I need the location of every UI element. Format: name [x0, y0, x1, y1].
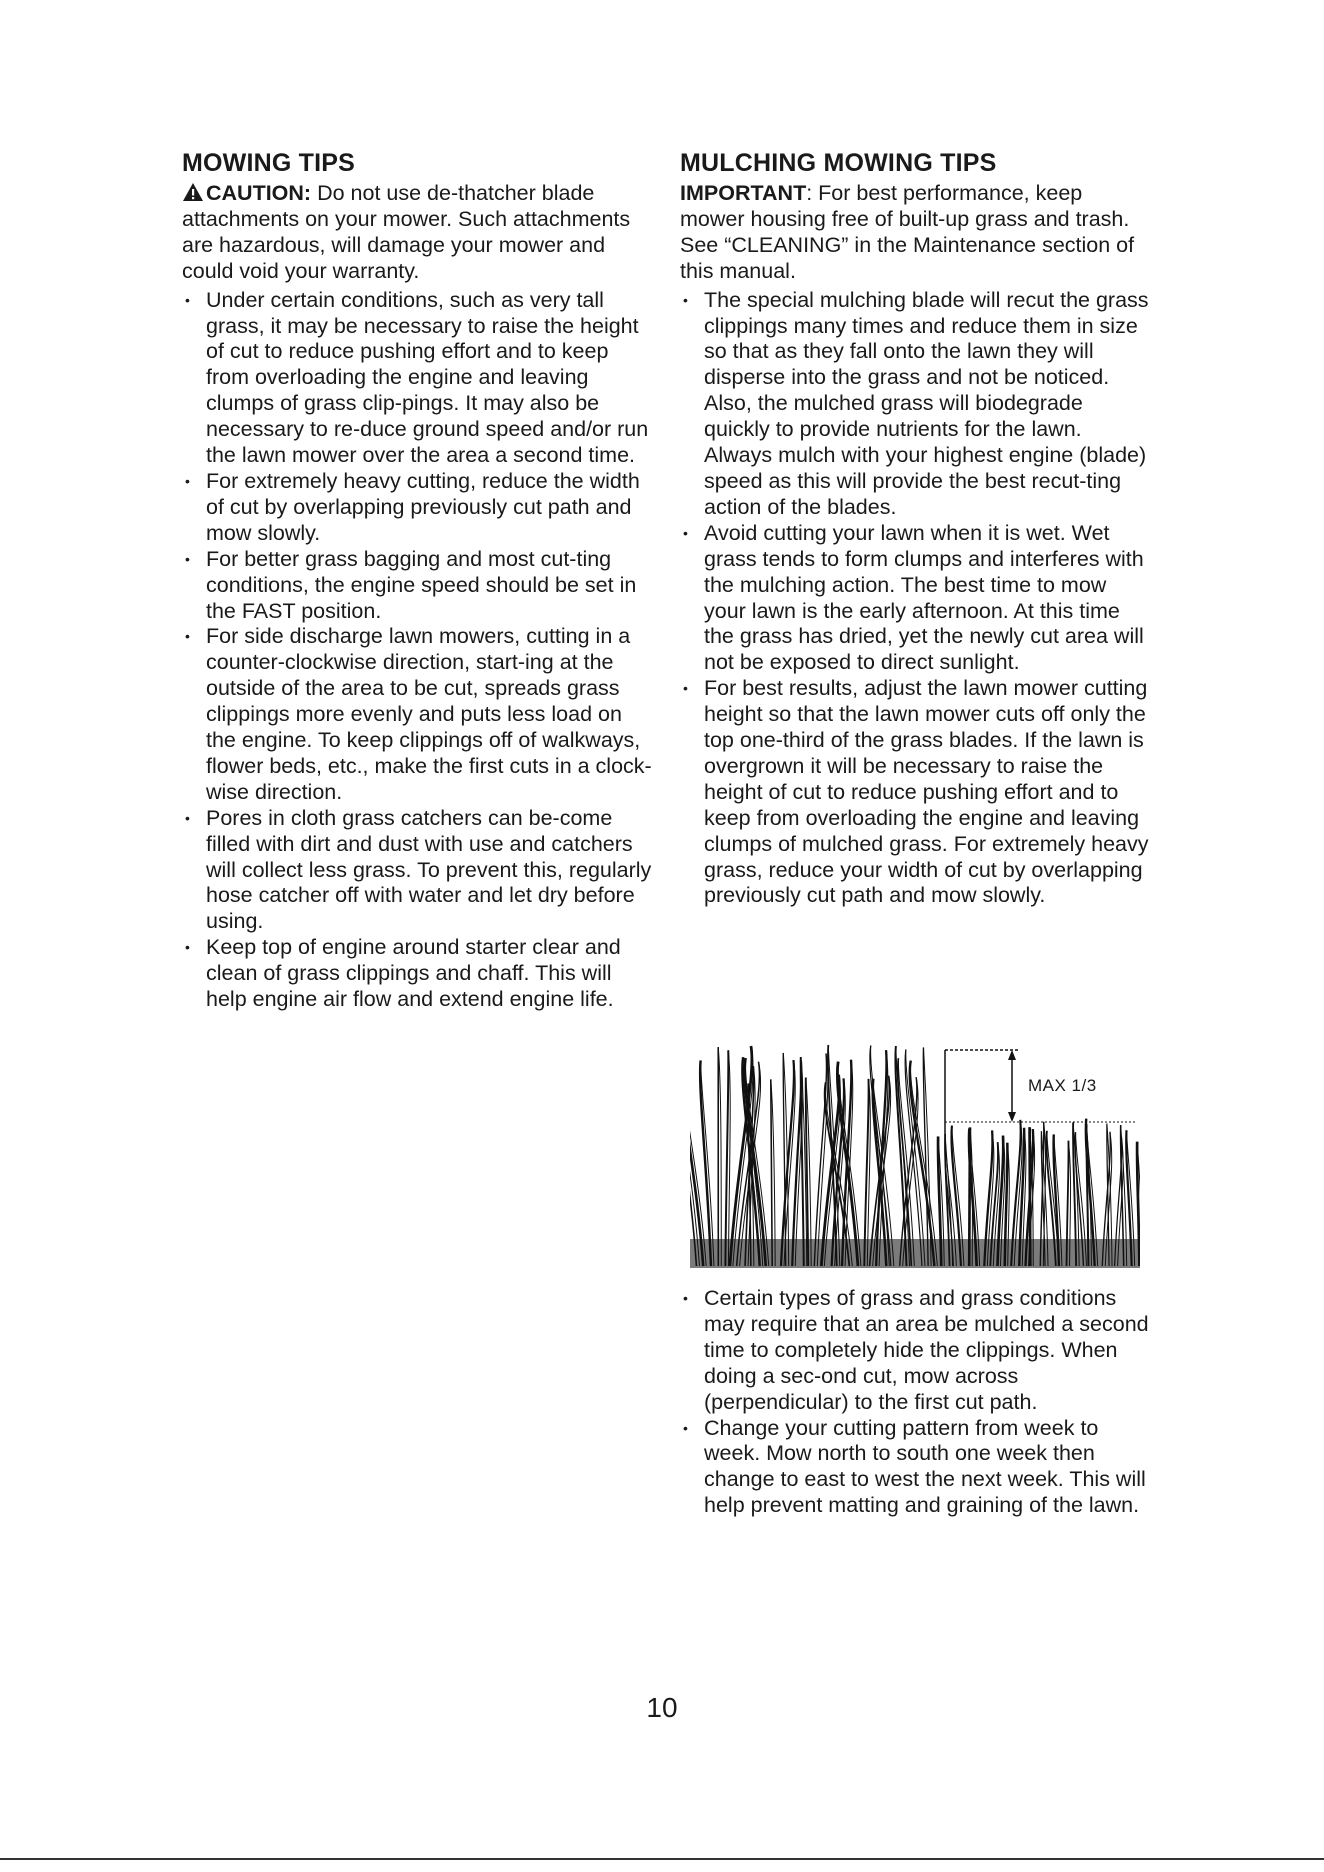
caution-label: CAUTION: — [206, 181, 312, 205]
mulching-tips-column — [680, 148, 1150, 909]
list-item: • Change your cutting pattern from week to week. Mow north to south one week then change to east to west the next week. This will help prevent matting and graining of the lawn. — [680, 1416, 1150, 1520]
bottom-divider — [0, 1858, 1324, 1860]
mowing-tips-heading: MOWING TIPS — [182, 149, 356, 177]
caution-text: Do not use de-thatcher blade attachments on your mower. Such attachments are hazardous, will damage your mower and could void your warranty. — [182, 181, 631, 283]
mowing-tips-list — [182, 288, 652, 1013]
list-item: • Keep top of engine around starter clear and clean of grass clippings and chaff. This will help engine air flow and extend engine life. — [182, 935, 652, 1013]
list-item: • For side discharge lawn mowers, cutting in a counter-clockwise direction, start-ing at the outside of the area to be cut, spreads grass clippings more evenly and puts less load on the engine. To keep clippings off of walkways, flower beds, etc., make the first cuts in a clock-wise direction. — [182, 624, 652, 805]
list-item: • Certain types of grass and grass conditions may require that an area be mulched a second time to completely hide the clippings. When doing a sec-ond cut, mow across (perpendicular) to the first cut path. — [680, 1286, 1150, 1416]
grass-blades-drawing — [690, 1040, 1140, 1268]
list-item: • For better grass bagging and most cut-ting conditions, the engine speed should be set in the FAST position. — [182, 547, 652, 625]
important-paragraph — [680, 181, 1150, 285]
mulching-tips-list — [680, 288, 1150, 910]
max-one-third-label: MAX 1/3 — [1028, 1076, 1097, 1095]
grass-height-illustration — [690, 1040, 1140, 1268]
list-item: • The special mulching blade will recut the grass clippings many times and reduce them in size so that as they fall onto the lawn they will disperse into the grass and not be noticed. Also, the mulched grass will biodegrade quickly to provide nutrients for the lawn. Always mulch with your highest engine (blade) speed as this will provide the best recut-ting action of the blades. — [680, 288, 1150, 521]
mowing-tips-column — [182, 148, 652, 1013]
caution-paragraph — [182, 181, 652, 285]
warning-triangle-icon — [182, 182, 204, 202]
list-item: • For best results, adjust the lawn mower cutting height so that the lawn mower cuts off only the top one-third of the grass blades. If the lawn is overgrown it will be necessary to raise the height of cut to reduce pushing effort and to keep from overloading the engine and leaving clumps of mulched grass. For extremely heavy grass, reduce your width of cut by overlapping previously cut path and mow slowly. — [680, 676, 1150, 909]
list-item: • Avoid cutting your lawn when it is wet. Wet grass tends to form clumps and interferes with the mulching action. The best time to mow your lawn is the early afternoon. At this time the grass has dried, yet the newly cut area will not be exposed to direct sunlight. — [680, 521, 1150, 676]
list-item: • Pores in cloth grass catchers can be-come filled with dirt and dust with use and catchers will collect less grass. To prevent this, regularly hose catcher off with water and let dry before using. — [182, 806, 652, 936]
page-number: 10 — [646, 1692, 678, 1723]
list-item: • For extremely heavy cutting, reduce the width of cut by overlapping previously cut path and mow slowly. — [182, 469, 652, 547]
important-label: IMPORTANT — [680, 181, 807, 205]
mulching-tips-heading: MULCHING MOWING TIPS — [680, 149, 997, 177]
list-item: • Under certain conditions, such as very tall grass, it may be necessary to raise the height of cut to reduce pushing effort and to keep from overloading the engine and leaving clumps of grass clip-pings. It may also be necessary to re-duce ground speed and/or run the lawn mower over the area a second time. — [182, 288, 652, 469]
important-text: : For best performance, keep mower housing free of built-up grass and trash. See “CLEANING” in the Maintenance section of this manual. — [680, 181, 1135, 283]
mulching-tips-list-continued — [680, 1286, 1150, 1519]
